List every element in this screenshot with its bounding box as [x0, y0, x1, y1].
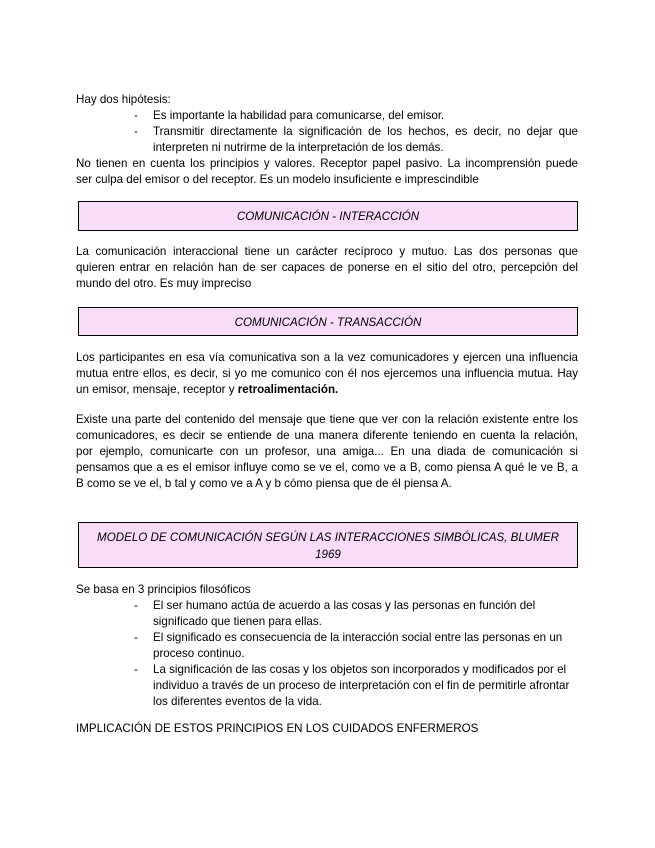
blumer-section: [76, 582, 578, 710]
interaccion-paragraph: [76, 244, 578, 292]
heading-text: COMUNICACIÓN - TRANSACCIÓN: [234, 316, 422, 329]
list-item-text: Transmitir directamente la significación de los hechos, es decir, no dejar que: [153, 125, 578, 138]
bullet-dash: -: [134, 663, 138, 676]
heading-text: MODELO DE COMUNICACIÓN SEGÚN LAS INTERACCIONES SIMBÓLICAS, BLUMER: [97, 531, 559, 544]
list-item-text: El significado es consecuencia de la interacción social entre las personas en un: [153, 631, 563, 644]
paragraph-line: pensamos que a es el emisor influye como se ve el, como ve a B, como piensa A qué le ve B, a: [76, 461, 578, 474]
bold-term: retroalimentación.: [237, 383, 339, 396]
list-item: [76, 108, 578, 124]
paragraph-line: Existe una parte del contenido del mensaje que tiene que ver con la relación existente entre los: [76, 413, 578, 426]
bullet-dash: -: [134, 109, 138, 122]
paragraph-text: un emisor, mensaje, receptor y: [76, 383, 238, 396]
list-item-text: interpreten ni nutrirme de la interpretación de los demás.: [153, 141, 444, 154]
paragraph-line: B como se ve el, b tal y como ve a A y b cómo piensa que de él piensa A.: [76, 477, 452, 490]
list-item-text: individuo a través de un proceso de interpretación con el fin de permitirle afrontar: [153, 679, 570, 692]
list-item-text: El ser humano actúa de acuerdo a las cosas y las personas en función del: [153, 599, 536, 612]
list-item-text: Es importante la habilidad para comunicarse, del emisor.: [153, 109, 445, 122]
intro-section: [76, 92, 578, 188]
heading-text: COMUNICACIÓN - INTERACCIÓN: [236, 210, 420, 223]
list-item: [76, 630, 578, 662]
paragraph-line: mundo del otro. Es muy impreciso: [76, 277, 252, 290]
transaccion-paragraph-1: [76, 350, 578, 398]
list-item-text: La significación de las cosas y los objetos son incorporados y modificados por el: [153, 663, 567, 676]
paragraph-line: No tienen en cuenta los principios y valores. Receptor papel pasivo. La incomprensión puede: [76, 157, 578, 170]
paragraph-line: comunicadores, es decir se entiende de una manera diferente teniendo en cuenta la relación,: [76, 429, 578, 442]
list-item-text: significado que tienen para ellas.: [153, 615, 322, 628]
section-heading-interaccion: [78, 201, 578, 231]
section-heading-blumer: [78, 522, 578, 568]
paragraph-line: La comunicación interaccional tiene un carácter recíproco y mutuo. Las dos personas que: [76, 245, 578, 258]
list-item-text: proceso continuo.: [153, 647, 245, 660]
paragraph-line: ser culpa del emisor o del receptor. Es un modelo insuficiente e imprescindible: [76, 173, 479, 186]
paragraph-line: mutua entre ellos, es decir, si yo me comunico con él nos ejercemos una influencia mutua. Hay: [76, 367, 578, 380]
hypothesis-list: [76, 108, 578, 156]
paragraph-line: quieren entrar en relación han de ser capaces de ponerse en el sitio del otro, percepción del: [76, 261, 578, 274]
bullet-dash: -: [134, 125, 138, 138]
list-item: [76, 598, 578, 630]
paragraph-line: por ejemplo, comunicarte con un profesor, una amiga... En una diada de comunicación si: [76, 445, 578, 458]
bullet-dash: -: [134, 599, 138, 612]
bullet-dash: -: [134, 631, 138, 644]
list-item: [76, 124, 578, 156]
list-item: [76, 662, 578, 710]
heading-text: 1969: [315, 548, 341, 561]
list-item-text: los diferentes eventos de la vida.: [153, 695, 322, 708]
section-lead: Se basa en 3 principios filosóficos: [76, 583, 251, 596]
section-heading-transaccion: [78, 307, 578, 336]
closing-heading: IMPLICACIÓN DE ESTOS PRINCIPIOS EN LOS CUIDADOS ENFERMEROS: [76, 722, 479, 735]
transaccion-paragraph-2: [76, 412, 578, 492]
intro-lead: Hay dos hipótesis:: [76, 93, 171, 106]
paragraph-line: Los participantes en esa vía comunicativa son a la vez comunicadores y ejercen una influencia: [76, 351, 578, 364]
closing-section: [76, 721, 578, 737]
paragraph-line: [76, 382, 578, 398]
principles-list: [76, 598, 578, 710]
